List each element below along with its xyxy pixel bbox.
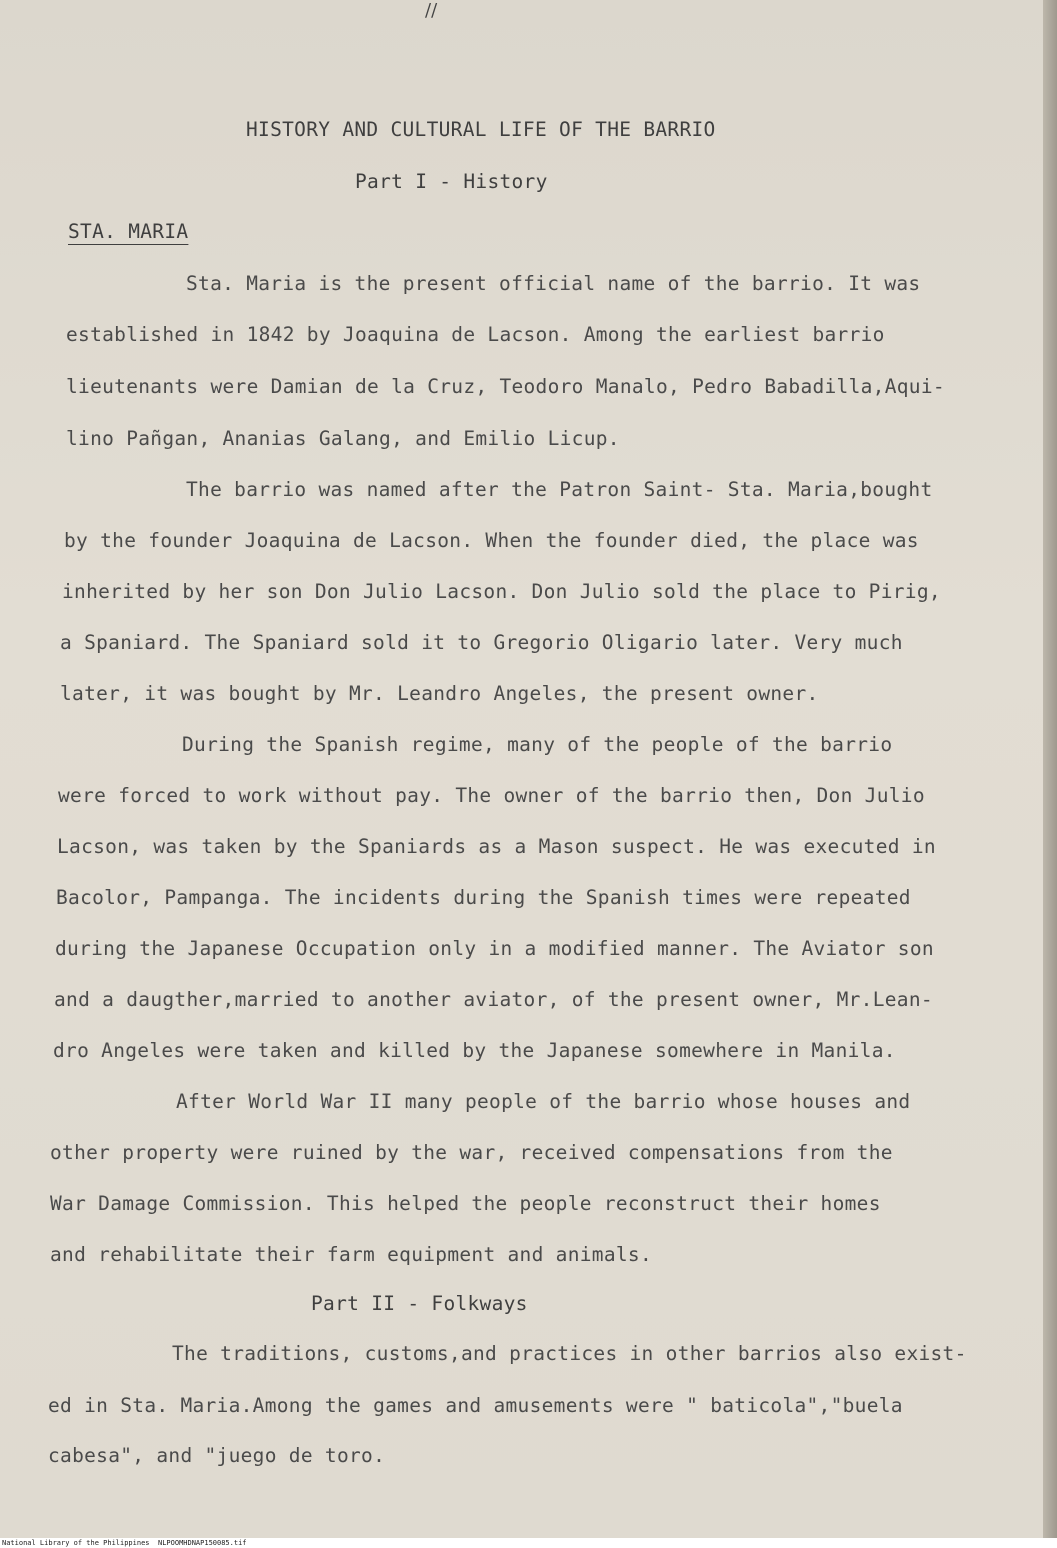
handwritten-mark: //	[425, 0, 438, 21]
text-line: inherited by her son Don Julio Lacson. Don Julio sold the place to Pirig,	[62, 580, 941, 603]
text-line: later, it was bought by Mr. Leandro Angeles, the present owner.	[60, 682, 819, 705]
footer-library: National Library of the Philippines	[2, 1539, 150, 1547]
text-line: dro Angeles were taken and killed by the Japanese somewhere in Manila.	[53, 1039, 896, 1062]
text-line: lino Pañgan, Ananias Galang, and Emilio Licup.	[66, 427, 620, 450]
text-line: Bacolor, Pampanga. The incidents during the Spanish times were repeated	[56, 886, 911, 909]
text-line: and rehabilitate their farm equipment and animals.	[50, 1243, 652, 1266]
text-line: Sta. Maria is the present official name of the barrio. It was	[186, 272, 921, 295]
scan-footer	[0, 1538, 1057, 1548]
text-line: a Spaniard. The Spaniard sold it to Gregorio Oligario later. Very much	[60, 631, 903, 654]
text-line: After World War II many people of the barrio whose houses and	[176, 1090, 911, 1113]
text-line: during the Japanese Occupation only in a modified manner. The Aviator son	[55, 937, 934, 960]
text-line: War Damage Commission. This helped the people reconstruct their homes	[50, 1192, 881, 1215]
text-line: cabesa", and "juego de toro.	[48, 1444, 386, 1467]
text-line: The barrio was named after the Patron Saint- Sta. Maria,bought	[186, 478, 933, 501]
text-line: The traditions, customs,and practices in other barrios also exist-	[172, 1342, 967, 1365]
part1-heading: Part I - History	[355, 170, 548, 193]
document-title: HISTORY AND CULTURAL LIFE OF THE BARRIO	[246, 118, 716, 141]
text-line: During the Spanish regime, many of the people of the barrio	[182, 733, 893, 756]
text-line: established in 1842 by Joaquina de Lacson. Among the earliest barrio	[66, 323, 885, 346]
part2-heading: Part II - Folkways	[311, 1292, 528, 1315]
place-heading: STA. MARIA	[68, 220, 189, 243]
text-line: other property were ruined by the war, received compensations from the	[50, 1141, 893, 1164]
text-line: and a daugther,married to another aviator, of the present owner, Mr.Lean-	[54, 988, 933, 1011]
text-line: by the founder Joaquina de Lacson. When the founder died, the place was	[64, 529, 919, 552]
text-line: lieutenants were Damian de la Cruz, Teodoro Manalo, Pedro Babadilla,Aqui-	[66, 375, 945, 398]
text-line: Lacson, was taken by the Spaniards as a Mason suspect. He was executed in	[57, 835, 936, 858]
footer-filename: NLPOOMHDNAP150085.tif	[158, 1539, 247, 1547]
page-edge	[1043, 0, 1057, 1548]
text-line: ed in Sta. Maria.Among the games and amusements were " baticola","buela	[48, 1394, 903, 1417]
text-line: were forced to work without pay. The owner of the barrio then, Don Julio	[58, 784, 925, 807]
